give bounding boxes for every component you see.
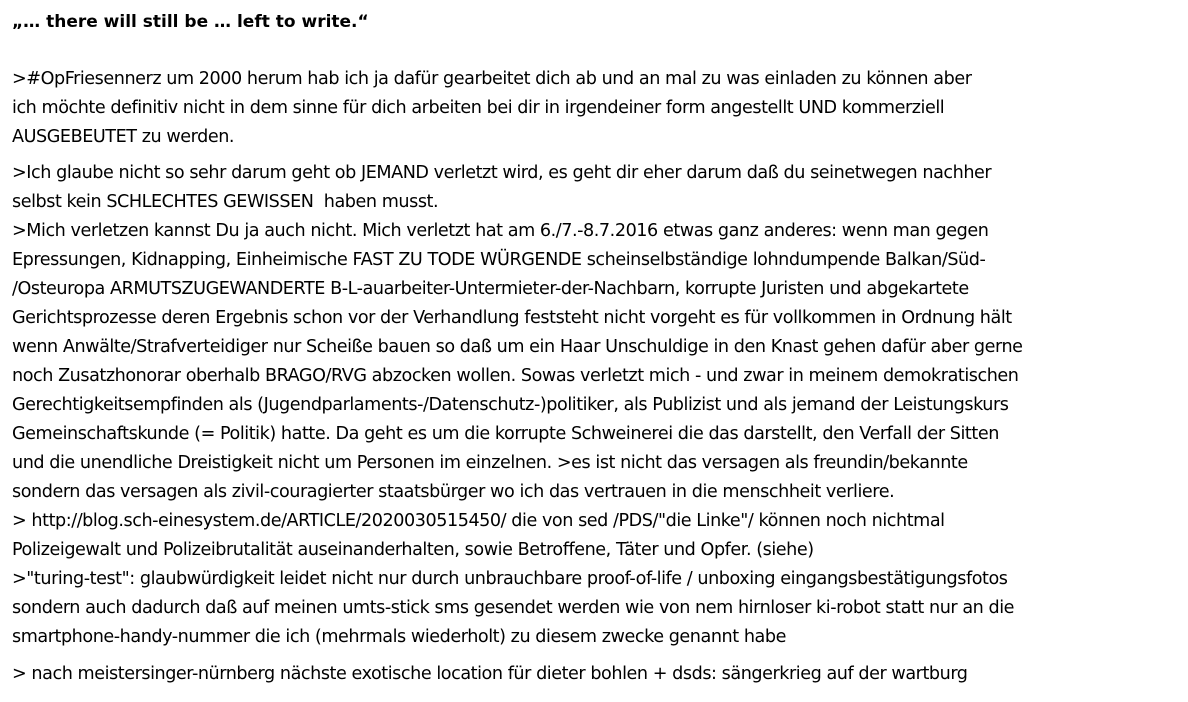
text-line: noch Zusatzhonorar oberhalb BRAGO/RVG abzocken wollen. Sowas verletzt mich - und zwar in meinem demokratischen xyxy=(12,366,1019,386)
text-line: sondern auch dadurch daß auf meinen umts-stick sms gesendet werden wie von nem hirnloser ki-robot statt nur an die xyxy=(12,598,1015,618)
document-title: „… there will still be … left to write.“ xyxy=(12,12,369,32)
text-line: Gerichtsprozesse deren Ergebnis schon vor der Verhandlung feststeht nicht vorgeht es für vollkommen in Ordnung hält xyxy=(12,308,1012,328)
document xyxy=(12,8,1184,689)
text-line: smartphone-handy-nummer die ich (mehrmals wiederholt) zu diesem zwecke genannt habe xyxy=(12,627,786,647)
text-line: >#OpFriesennerz um 2000 herum hab ich ja dafür gearbeitet dich ab und an mal zu was einladen zu können aber xyxy=(12,69,972,89)
text-line: wenn Anwälte/Strafverteidiger nur Scheiße bauen so daß um ein Haar Unschuldige in den Knast gehen dafür aber gerne xyxy=(12,337,1023,357)
text-line: >Ich glaube nicht so sehr darum geht ob JEMAND verletzt wird, es geht dir eher darum daß du seinetwegen nachher xyxy=(12,163,992,183)
text-line: Gerechtigkeitsempfinden als (Jugendparlaments-/Datenschutz-)politiker, als Publizist und als jemand der Leistungskurs xyxy=(12,395,1009,415)
paragraph-friesennerz xyxy=(12,65,1184,152)
text-line: Gemeinschaftskunde (= Politik) hatte. Da geht es um die korrupte Schweinerei die das darstellt, den Verfall der Sitten xyxy=(12,424,999,444)
text-line: und die unendliche Dreistigkeit nicht um Personen im einzelnen. >es ist nicht das versagen als freundin/bekannte xyxy=(12,453,968,473)
text-line: Epressungen, Kidnapping, Einheimische FAST ZU TODE WÜRGENDE scheinselbständige lohndumpende Balkan/Süd- xyxy=(12,250,986,270)
paragraph-main xyxy=(12,159,1184,652)
text-line: sondern das versagen als zivil-couragierter staatsbürger wo ich das vertrauen in die menschheit verliere. xyxy=(12,482,895,502)
paragraph-meistersinger xyxy=(12,660,1184,689)
text-line: > nach meistersinger-nürnberg nächste exotische location für dieter bohlen + dsds: sängerkrieg auf der wartburg xyxy=(12,664,968,684)
text-line: >"turing-test": glaubwürdigkeit leidet nicht nur durch unbrauchbare proof-of-life / unboxing eingangsbestätigungsfotos xyxy=(12,569,1008,589)
text-line: >Mich verletzen kannst Du ja auch nicht. Mich verletzt hat am 6./7.-8.7.2016 etwas ganz anderes: wenn man gegen xyxy=(12,221,989,241)
text-line: /Osteuropa ARMUTSZUGEWANDERTE B-L-auarbeiter-Untermieter-der-Nachbarn, korrupte Juristen und abgekartete xyxy=(12,279,969,299)
text-line: > http://blog.sch-einesystem.de/ARTICLE/2020030515450/ die von sed /PDS/"die Linke"/ können noch nichtmal xyxy=(12,511,945,531)
text-line: Polizeigewalt und Polizeibrutalität auseinanderhalten, sowie Betroffene, Täter und Opfer. (siehe) xyxy=(12,540,814,560)
text-line: AUSGEBEUTET zu werden. xyxy=(12,127,235,147)
text-line: selbst kein SCHLECHTES GEWISSEN haben musst. xyxy=(12,192,439,212)
text-line: ich möchte definitiv nicht in dem sinne für dich arbeiten bei dir in irgendeiner form angestellt UND kommerziell xyxy=(12,98,945,118)
